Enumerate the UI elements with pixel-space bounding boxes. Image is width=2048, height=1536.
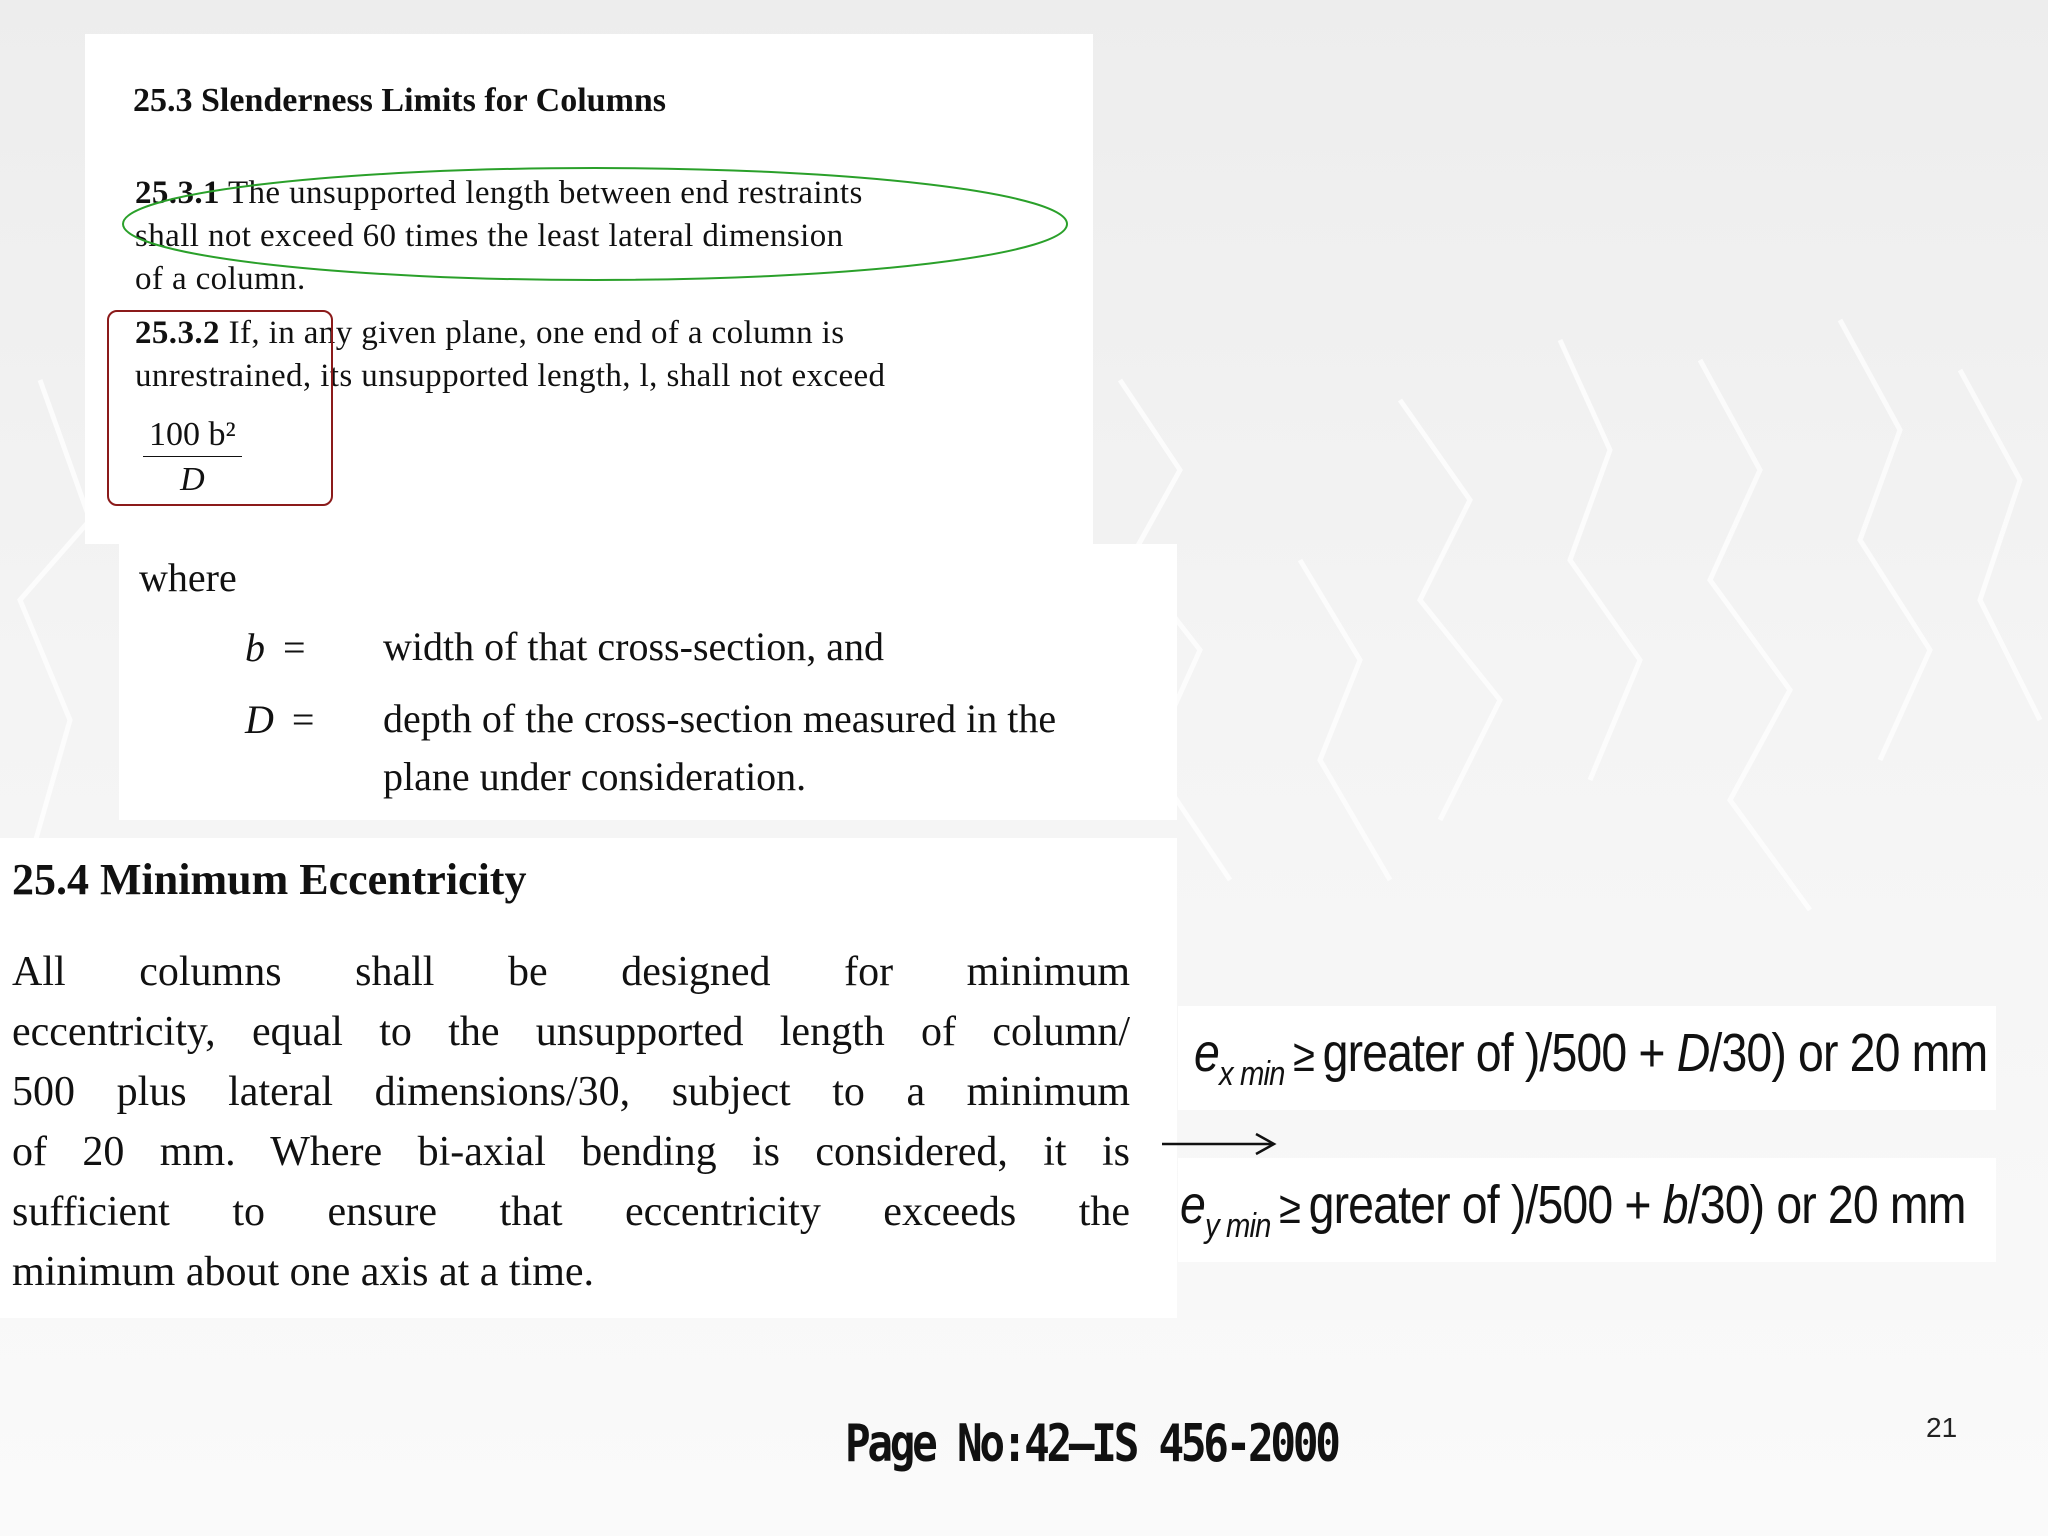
fraction-denominator: D — [180, 461, 205, 498]
section-25-4-body — [12, 942, 1130, 1302]
clause-25-3-1-line-3: of a column. — [135, 261, 306, 297]
green-ellipse-annotation — [117, 126, 1077, 306]
slenderness-excerpt-panel — [85, 34, 1093, 544]
body-line: minimum about one axis at a time. — [12, 1249, 595, 1295]
clause-25-3-1-number: 25.3.1 — [135, 175, 220, 211]
where-definitions-panel — [119, 544, 1177, 820]
clause-25-3-2-number: 25.3.2 — [135, 315, 220, 351]
formula-ey-min-text: $e_{y min}$ ≥ greater of )/500 + b/30) or 20 mm — [1180, 1175, 1966, 1245]
formula-ex-min-text: $e_{x min}$ ≥ greater of )/500 + D/30) or 20 mm — [1194, 1023, 1988, 1093]
red-box-annotation — [107, 310, 333, 506]
clause-25-3-1-line-2: shall not exceed 60 times the least lateral dimension — [135, 218, 844, 254]
b-symbol: b = — [245, 625, 306, 670]
fraction-numerator: 100 b² — [143, 416, 242, 457]
page-reference: Page No:42–IS 456-2000 — [845, 1414, 1338, 1474]
b-definition: width of that cross-section, and — [383, 624, 884, 669]
clause-25-3-2-line-2: unrestrained, its unsupported length, l, shall not exceed — [135, 358, 886, 394]
body-line: of 20 mm. Where bi-axial bending is considered, it is — [12, 1129, 1130, 1175]
d-definition: depth of the cross-section measured in the plane under consideration. — [383, 696, 1057, 799]
clause-25-3-2-line-1: 25.3.2 If, in any given plane, one end of a column is — [135, 315, 845, 351]
right-arrow-icon — [1160, 1126, 1280, 1162]
section-25-4-heading: 25.4 Minimum Eccentricity — [12, 855, 527, 904]
body-line: sufficient to ensure that eccentricity exceeds the — [12, 1189, 1130, 1235]
clause-25-3-1-line-1: 25.3.1 The unsupported length between end restraints — [135, 175, 863, 211]
section-25-3-heading: 25.3 Slenderness Limits for Columns — [133, 82, 667, 119]
slide-number: 21 — [1926, 1412, 1958, 1443]
formula-ey-min — [1178, 1158, 1996, 1262]
minimum-eccentricity-panel — [0, 838, 1177, 1318]
body-line: All columns shall be designed for minimum — [12, 949, 1130, 995]
d-symbol: D = — [245, 697, 315, 742]
where-label: where — [139, 555, 237, 600]
formula-ex-min — [1178, 1006, 1996, 1110]
body-line: 500 plus lateral dimensions/30, subject to a minimum — [12, 1069, 1130, 1115]
body-line: eccentricity, equal to the unsupported length of column/ — [12, 1009, 1130, 1055]
